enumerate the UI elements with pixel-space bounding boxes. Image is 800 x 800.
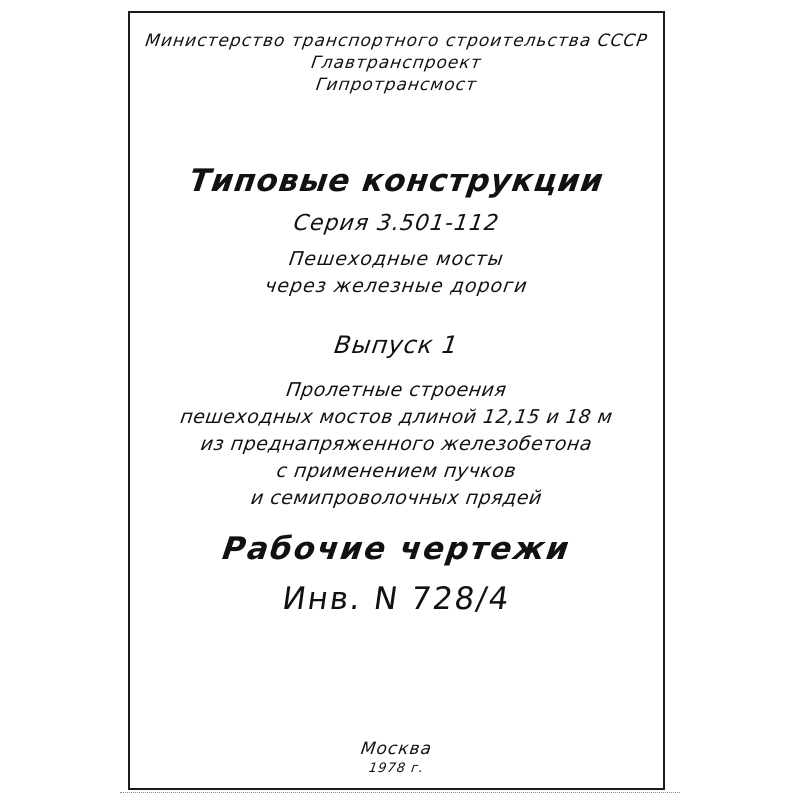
- description-line-5: и семипроволочных прядей: [249, 487, 544, 509]
- city-name: Москва: [359, 739, 434, 759]
- inventory-number: Инв. N 728/4: [280, 581, 513, 617]
- description-line-1: Пролетные строения: [284, 379, 509, 401]
- description-line-4: с применением пучков: [275, 460, 518, 482]
- institute-heading: Гипротрансмост: [314, 75, 479, 95]
- scan-edge-noise: [120, 792, 680, 795]
- ministry-heading: Министерство транспортного строительства СССР: [144, 31, 649, 51]
- document-sheet: [128, 11, 665, 790]
- subject-line-1: Пешеходные мосты: [287, 248, 506, 270]
- publication-year: 1978 г.: [367, 761, 426, 776]
- document-title: Типовые конструкции: [186, 163, 607, 199]
- series-number: Серия 3.501-112: [292, 211, 501, 236]
- description-line-2: пешеходных мостов длиной 12,15 и 18 м: [178, 406, 615, 428]
- issue-label: Выпуск 1: [332, 331, 461, 359]
- description-line-3: из преднапряженного железобетона: [199, 433, 594, 455]
- subject-line-2: через железные дороги: [263, 275, 530, 297]
- glavk-heading: Главтранспроект: [309, 53, 484, 73]
- working-drawings-label: Рабочие чертежи: [220, 531, 573, 567]
